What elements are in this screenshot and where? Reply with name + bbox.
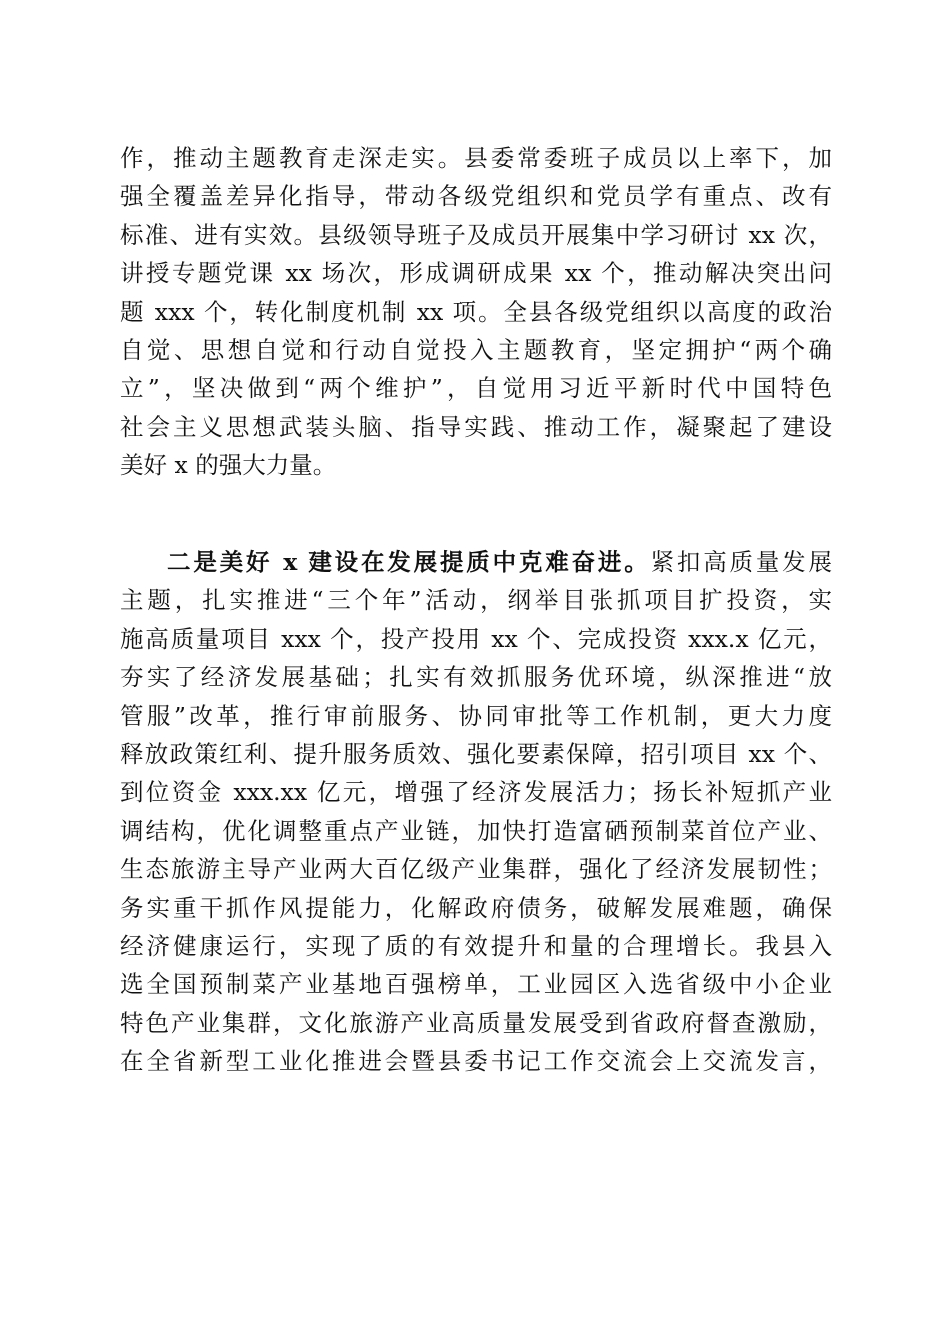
text-line: 主题，扎实推进“三个年”活动，纲举目张抓项目扩投资，实 [120, 586, 832, 615]
paragraph-1 [120, 139, 832, 485]
paragraph-heading: 二是美好 x 建设在发展提质中克难奋进。 [167, 548, 651, 576]
text-line: 生态旅游主导产业两大百亿级产业集群，强化了经济发展韧性； [120, 855, 832, 884]
text-line: 到位资金 xxx.xx 亿元，增强了经济发展活力；扬长补短抓产业 [120, 778, 832, 807]
text-line: 自觉、思想自觉和行动自觉投入主题教育，坚定拥护“两个确 [120, 335, 832, 364]
paragraph-2 [120, 543, 832, 1080]
text-line: 管服”改革，推行审前服务、协同审批等工作机制，更大力度 [120, 701, 832, 730]
text-line: 强全覆盖差异化指导，带动各级党组织和党员学有重点、改有 [120, 182, 832, 211]
text-line: 施高质量项目 xxx 个，投产投用 xx 个、完成投资 xxx.x 亿元， [120, 624, 832, 653]
text-line: 题 xxx 个，转化制度机制 xx 项。全县各级党组织以高度的政治 [120, 297, 832, 326]
heading-line-rest: 紧扣高质量发展 [650, 548, 833, 576]
text-line: 在全省新型工业化推进会暨县委书记工作交流会上交流发言， [120, 1047, 832, 1076]
text-line: 夯实了经济发展基础；扎实有效抓服务优环境，纵深推进“放 [120, 663, 832, 692]
text-line: 标准、进有实效。县级领导班子及成员开展集中学习研讨 xx 次， [120, 220, 832, 249]
text-line: 务实重干抓作风提能力，化解政府债务，破解发展难题，确保 [120, 893, 832, 922]
text-line: 讲授专题党课 xx 场次，形成调研成果 xx 个，推动解决突出问 [120, 259, 832, 288]
text-line: 作，推动主题教育走深走实。县委常委班子成员以上率下，加 [120, 144, 832, 172]
text-line: 释放政策红利、提升服务质效、强化要素保障，招引项目 xx 个、 [120, 739, 832, 768]
text-line: 经济健康运行，实现了质的有效提升和量的合理增长。我县入 [120, 931, 832, 960]
text-line: 调结构，优化调整重点产业链，加快打造富硒预制菜首位产业、 [120, 816, 832, 845]
text-line [120, 543, 832, 581]
text-line: 美好 x 的强大力量。 [120, 451, 337, 480]
text-line: 社会主义思想武装头脑、指导实践、推动工作，凝聚起了建设 [120, 412, 832, 441]
text-line: 选全国预制菜产业基地百强榜单，工业园区入选省级中小企业 [120, 970, 832, 999]
text-line: 立”，坚决做到“两个维护”，自觉用习近平新时代中国特色 [120, 374, 832, 403]
text-line: 特色产业集群，文化旅游产业高质量发展受到省政府督查激励， [120, 1008, 832, 1037]
